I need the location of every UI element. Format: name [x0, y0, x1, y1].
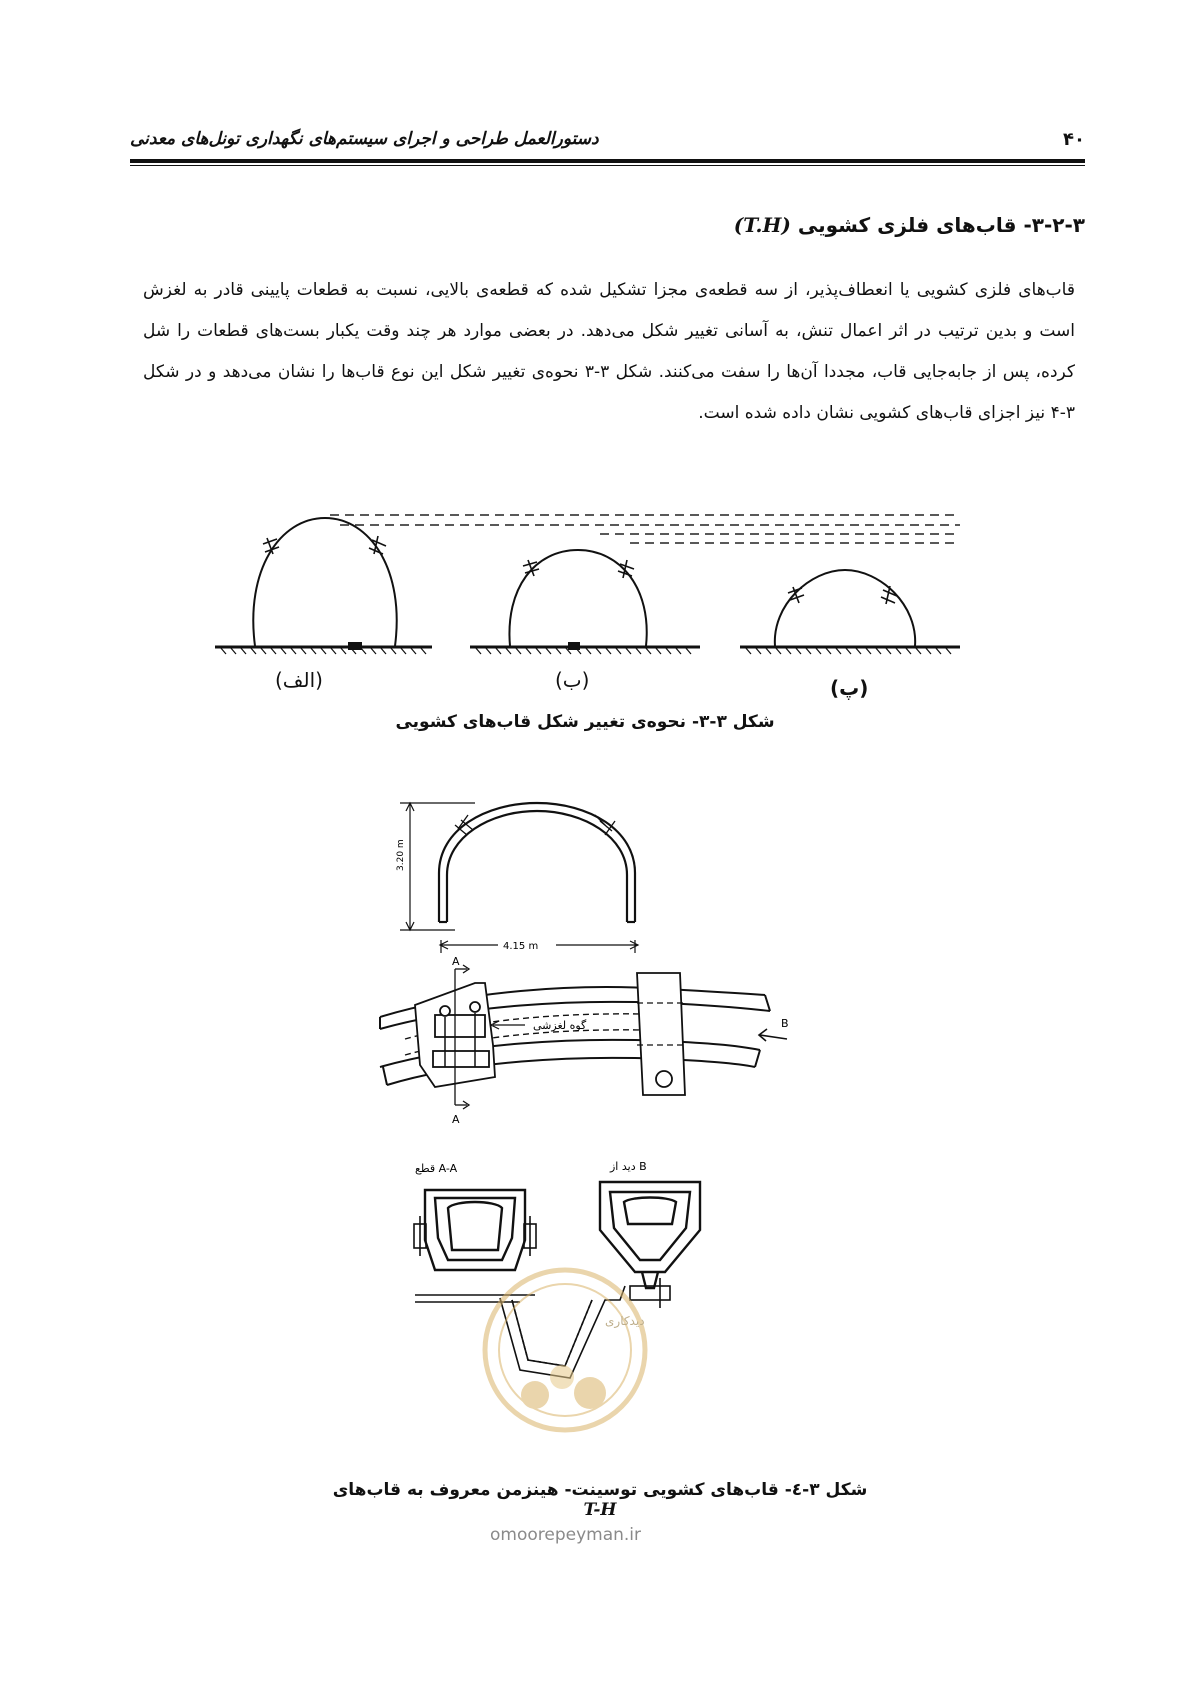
running-title: دستورالعمل طراحی و اجرای سیستم‌های نگهداری تونل‌های معدنی — [130, 129, 599, 149]
figure-label-pe: (پ) — [830, 676, 869, 700]
section-title: قاب‌های فلزی کشویی — [797, 213, 1017, 237]
watermark-text: omoorepeyman.ir — [490, 1525, 642, 1545]
figure-joint-assembly — [375, 955, 805, 1130]
figure2-caption-prefix: شکل ۳-٤- قاب‌های کشویی توسینت- هینزمن معروف به قاب‌های — [332, 1480, 868, 1500]
figure-arch-deformation — [200, 510, 1000, 670]
wedge-label: گوه لغزشی — [533, 1019, 587, 1032]
section-heading — [734, 213, 1085, 237]
arch-a — [253, 518, 396, 646]
ground-mark — [568, 642, 580, 650]
site-watermark — [490, 1525, 641, 1545]
section-aa-label: قطع A-A — [415, 1162, 458, 1175]
page-header — [130, 125, 1085, 165]
th-arch-profile — [439, 803, 635, 922]
section-mark-top: A — [452, 955, 460, 968]
header-rule-thin — [130, 165, 1085, 166]
figure2-caption-latin: T-H — [583, 1500, 617, 1520]
height-label: 3.20 m — [396, 839, 406, 871]
header-rule-thick — [130, 159, 1085, 163]
joint-marks — [263, 536, 897, 604]
section-aa-profile — [425, 1190, 525, 1270]
stamp-text: دیدکاری — [605, 1314, 645, 1328]
figure-label-alef: (الف) — [275, 668, 323, 692]
section-abbr: (T.H) — [733, 213, 791, 237]
width-label: 4.15 m — [503, 941, 539, 952]
body-paragraph: قاب‌های فلزی کشویی یا انعطاف‌پذیر، از سه قطعه‌ی مجزا تشکیل شده که قطعه‌ی بالایی، نسبت به قطعات پایینی قادر به لغزش است و بدین ترتیب در اثر اعمال تنش، به آسانی تغییر شکل می‌دهد. در بعضی موارد هر چند وقت یکبار بست‌های قطعات را شل کرده، پس از جابه‌جایی قاب، مجددا آن‌ها را سفت می‌کنند. شکل ۳-۳ نحوه‌ی تغییر شکل این نوع قاب‌ها را نشان می‌دهد و در شکل ۳-۴ نیز اجزای قاب‌های کشویی نشان داده شده است. — [143, 280, 1075, 423]
figure1-caption: شکل ۳-۳- نحوه‌ی تغییر شکل قاب‌های کشویی — [395, 712, 775, 732]
section-mark-bottom: A — [452, 1113, 460, 1126]
width-dimension — [438, 935, 643, 955]
arch-c — [775, 570, 915, 646]
figure-label-be: (ب) — [555, 668, 590, 692]
figure2-caption — [330, 1480, 870, 1520]
arches — [253, 518, 915, 646]
figure-th-arch — [395, 795, 660, 955]
dashed-reference-lines — [330, 515, 960, 543]
ground-mark — [348, 642, 362, 650]
publisher-stamp — [480, 1265, 650, 1435]
page-number: ۴۰ — [1063, 129, 1085, 150]
section-number: ۳-۲-۳- — [1023, 213, 1085, 237]
view-b-label: دید از B — [610, 1160, 647, 1173]
view-mark: B — [781, 1017, 789, 1030]
